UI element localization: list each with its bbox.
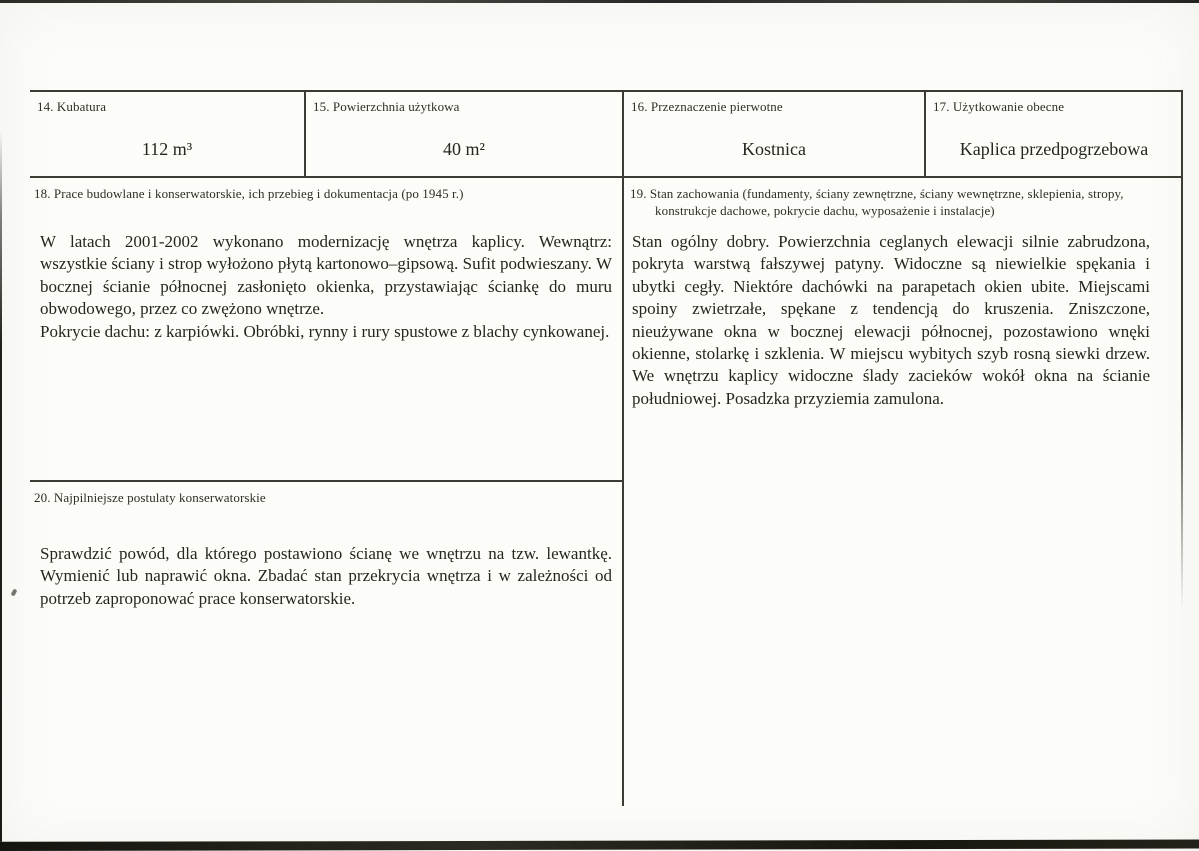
field-przeznaczenie	[624, 92, 924, 176]
field-kubatura	[30, 92, 304, 176]
section19-header: 19. Stan zachowania (fundamenty, ściany zewnętrzne, ściany wewnętrzne, sklepienia, stropy, konstrukcje dachowe, pokrycie dachu, wyposażenie i instalacje)	[630, 186, 1124, 218]
table-row-divider	[30, 176, 1183, 178]
field-powierzchnia	[306, 92, 622, 176]
scan-top-edge-artifact	[0, 0, 1199, 3]
section19-paragraph: Stan ogólny dobry. Powierzchnia ceglanych elewacji silnie zabrudzona, pokryta warstwą fałszywej patyny. Widoczne są niewielkie spękania i ubytki cegły. Niektóre dachówki na parapetach okien ubite. Miejscami spoiny zwietrzałe, spękane z tendencją do kruszenia. Zniszczone, nieużywane okna w bocznej elewacji północnej, pozostawiono wnęki okienne, stolarkę i szklenia. W miejscu wybitych szyb rosną siewki drzew. We wnętrzu kaplicy widoczne ślady zacieków wokół okna na ścianie południowej. Posadzka przyziemia zamulona.	[632, 232, 1150, 408]
field-przeznaczenie-label: 16. Przeznaczenie pierwotne	[631, 99, 783, 114]
field-przeznaczenie-value: Kostnica	[742, 139, 806, 159]
section18-header: 18. Prace budowlane i konserwatorskie, ich przebieg i dokumentacja (po 1945 r.)	[34, 186, 464, 201]
field-powierzchnia-label: 15. Powierzchnia użytkowa	[313, 99, 460, 114]
section18-paragraph: W latach 2001-2002 wykonano modernizację wnętrza kaplicy. Wewnątrz: wszystkie ściany i strop wyłożono płytą kartonowo–gipsową. Sufit podwieszany. W bocznej ścianie północnej zasłonięto okienka, przystawiając ściankę do muru obwodowego, przez co zwężono wnętrze.	[40, 232, 612, 319]
field-uzytkowanie-value: Kaplica przedpogrzebowa	[959, 139, 1149, 159]
section18-paragraph: Pokrycie dachu: z karpiówki. Obróbki, rynny i rury spustowe z blachy cynkowanej.	[40, 321, 610, 341]
field-kubatura-value: 112 m³	[141, 139, 193, 159]
section20-paragraph: Sprawdzić powód, dla którego postawiono ścianę we wnętrzu na tzw. lewantkę. Wymienić lub naprawić okna. Zbadać stan przekrycia wnętrza i w zależności od potrzeb zaproponować prace konserwatorskie.	[40, 544, 612, 608]
scan-speck	[11, 588, 18, 596]
section20-header: 20. Najpilniejsze postulaty konserwatorskie	[34, 490, 266, 505]
center-column-divider	[622, 90, 624, 806]
section18-body	[40, 231, 612, 343]
section19-body	[632, 231, 1150, 410]
field-uzytkowanie	[926, 92, 1182, 176]
scan-left-edge-artifact	[0, 130, 2, 851]
scan-bottom-bar-artifact	[0, 839, 1199, 851]
field-kubatura-label: 14. Kubatura	[37, 99, 107, 114]
section20-body	[40, 543, 612, 610]
field-uzytkowanie-label: 17. Użytkowanie obecne	[933, 99, 1065, 114]
section20-top-border	[30, 480, 624, 482]
field-powierzchnia-value: 40 m²	[443, 139, 485, 159]
